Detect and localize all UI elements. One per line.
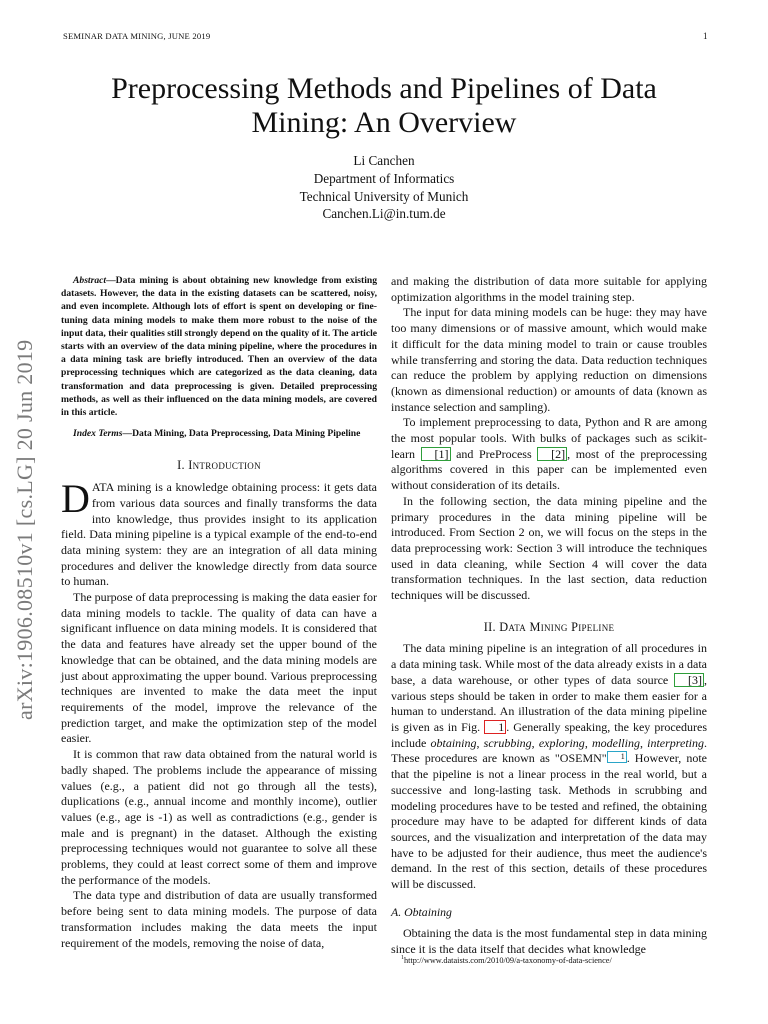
intro-paragraph-2: The purpose of data preprocessing is making the data easier for data mining models to tackle. The quality of data can have a significant influence on data mining models. It is considered that the data and features have already set the upper bound of the knowledge that can be obtained, and the data mining models are just about approximating the upper bound. Various preprocessing techniques are invented to make the data meet the input requirements of the model, improve the relevance of the prediction target, and make the optimization step of the model easier. bbox=[61, 590, 377, 746]
footnote-mark: 1 bbox=[401, 955, 404, 961]
author-name: Li Canchen bbox=[353, 153, 415, 168]
section-title: Data Mining Pipeline bbox=[499, 619, 615, 634]
footnote-link[interactable]: 1 bbox=[607, 751, 627, 763]
step-term: interpreting bbox=[647, 735, 705, 750]
subsection-label: A. bbox=[391, 904, 402, 919]
author-email[interactable]: Canchen.Li@in.tum.de bbox=[322, 206, 446, 222]
page-number: 1 bbox=[703, 31, 708, 41]
intro-paragraph-4: The data type and distribution of data are usually transformed before being sent to data mining models. The purpose of data transformation includes making the data meets the input requirement of the models, removing the noise of data, bbox=[61, 888, 377, 950]
intro-paragraph-1: DATA mining is a knowledge obtaining process: it gets data from various data sources and finally transforms the data into knowledge, thus provides insight to its application field. Data mining pipeline is a typical example of the end-to-end data mining system: they are an integration of all data mining procedures and deliver the knowledge directly from data source to human. bbox=[61, 476, 377, 589]
intro-paragraph-5: The input for data mining models can be huge: they may have too many dimensions or of massive amount, which would make it difficult for the data mining model to train or cause troubles while transferring and storing the data. Data reduction techniques can reduce the problem by applying reduction on dimensions (known as dimensional reduction) or amounts of data (known as instance selection and sampling). bbox=[391, 305, 707, 414]
intro-paragraph-6: To implement preprocessing to data, Python and R are among the most popular tools. With bulks of packages such as scikit-learn [1] and PreProcess [2] , most of the preprocessing algorithms covered in this paper can be implemented even without consideration of its details. bbox=[391, 415, 708, 493]
right-column bbox=[391, 274, 707, 958]
intro-paragraph-4-cont: and making the distribution of data more suitable for applying optimization algorithms in the model training step. bbox=[391, 274, 707, 304]
index-terms-lead: Index Terms bbox=[73, 428, 123, 440]
section-heading-introduction bbox=[61, 458, 377, 474]
pipeline-paragraph-1: The data mining pipeline is an integration of all procedures in a data mining task. While most of the data already exists in a data base, a data warehouse, or other types of data source [3] , various steps should be taken in order to make them easier for a human to understand. An illustration of the data mining pipeline is given as in Fig. 1 . Generally speaking, the key procedures include obtaining, scrubbing, exploring, modelling, interpreting. These procedures are known as "OSEMN" 1 . However, note that the pipeline is not a linear process in the real world, but a successive and long-lasting task. Methods in scrubbing and modeling procedures have to be tested and refined, the obtaining procedure may have to be adapted for different kinds of data sources, and the visualization and interpretation of the data may have to be adjusted for their audience, thus meet the audience's demand. In the rest of this section, details of these procedures will be discussed. bbox=[391, 641, 708, 892]
citation-link[interactable]: [2] bbox=[537, 447, 567, 461]
citation-link[interactable]: [1] bbox=[421, 447, 451, 461]
step-term: obtaining bbox=[430, 735, 477, 750]
citation-link[interactable]: [3] bbox=[674, 673, 704, 687]
running-header: SEMINAR DATA MINING, JUNE 2019 bbox=[63, 31, 211, 41]
step-term: modelling bbox=[591, 735, 640, 750]
subsection-heading-obtaining bbox=[391, 905, 707, 921]
section-title: Introduction bbox=[188, 458, 261, 473]
drop-cap: D bbox=[61, 476, 90, 522]
intro-paragraph-3: It is common that raw data obtained from the natural world is badly shaped. The problems include the appearance of missing values (e.g., a patient did not go through all the tests), duplications (e.g., annual income and monthly income), outlier values (e.g., age is -1) as well as contradictions (e.g., gender is male and is pregnant) in the dataset. Although the existing preprocessing techniques would not guarantee to solve all these problems, they could at least correct some of them and improve the performance of the models. bbox=[61, 747, 377, 887]
paper-title: Preprocessing Methods and Pipelines of Data Mining: An Overview bbox=[111, 72, 657, 139]
abstract-lead: Abstract bbox=[73, 275, 107, 286]
section-number: I. bbox=[177, 458, 185, 473]
footnote-url[interactable]: http://www.dataists.com/2010/09/a-taxonomy-of-data-science/ bbox=[404, 955, 612, 965]
author-university: Technical University of Munich bbox=[299, 188, 469, 204]
arxiv-stamp: arXiv:1906.08510v1 [cs.LG] 20 Jun 2019 bbox=[12, 339, 37, 720]
footnote bbox=[401, 955, 711, 965]
obtaining-paragraph-1: Obtaining the data is the most fundamental step in data mining since it is the data itself that decides what knowledge bbox=[391, 926, 707, 957]
step-term: scrubbing bbox=[483, 735, 532, 750]
index-terms-text: —Data Mining, Data Preprocessing, Data Mining Pipeline bbox=[122, 428, 361, 440]
subsection-title: Obtaining bbox=[404, 904, 452, 919]
section-number: II. bbox=[483, 619, 496, 634]
author-department: Department of Informatics bbox=[313, 170, 455, 186]
figure-link[interactable]: 1 bbox=[484, 720, 506, 734]
section-heading-pipeline bbox=[391, 620, 707, 636]
author-block bbox=[150, 152, 618, 223]
left-column bbox=[61, 274, 377, 951]
index-terms bbox=[61, 427, 377, 440]
intro-paragraph-7: In the following section, the data mining pipeline and the primary procedures in the data mining pipeline will be introduced. From Section 2 on, we will focus on the steps in the data preprocessing work: Section 3 will introduce the techniques used in data cleaning, while Section 4 will cover the data transformation techniques. In the last section, data reduction techniques will be discussed. bbox=[391, 493, 707, 603]
step-term: exploring bbox=[538, 735, 585, 750]
abstract bbox=[61, 274, 377, 419]
abstract-text: —Data mining is about obtaining new knowledge from existing datasets. However, the data in the existing datasets can be scattered, noisy, and even incomplete. Although lots of effort is spent on developing or fine-tuning data mining models to make them more robust to the noise of the input data, their qualities still strongly depend on the quality of it. The article starts with an overview of the data mining pipeline, where the procedures in a data mining task are briefly introduced. Then an overview of the data preprocessing techniques which are categorized as the data cleaning, data transformation and data preprocessing is given. Detailed preprocessing methods, as well as their influenced on the data mining models, are covered in this article. bbox=[61, 275, 377, 419]
